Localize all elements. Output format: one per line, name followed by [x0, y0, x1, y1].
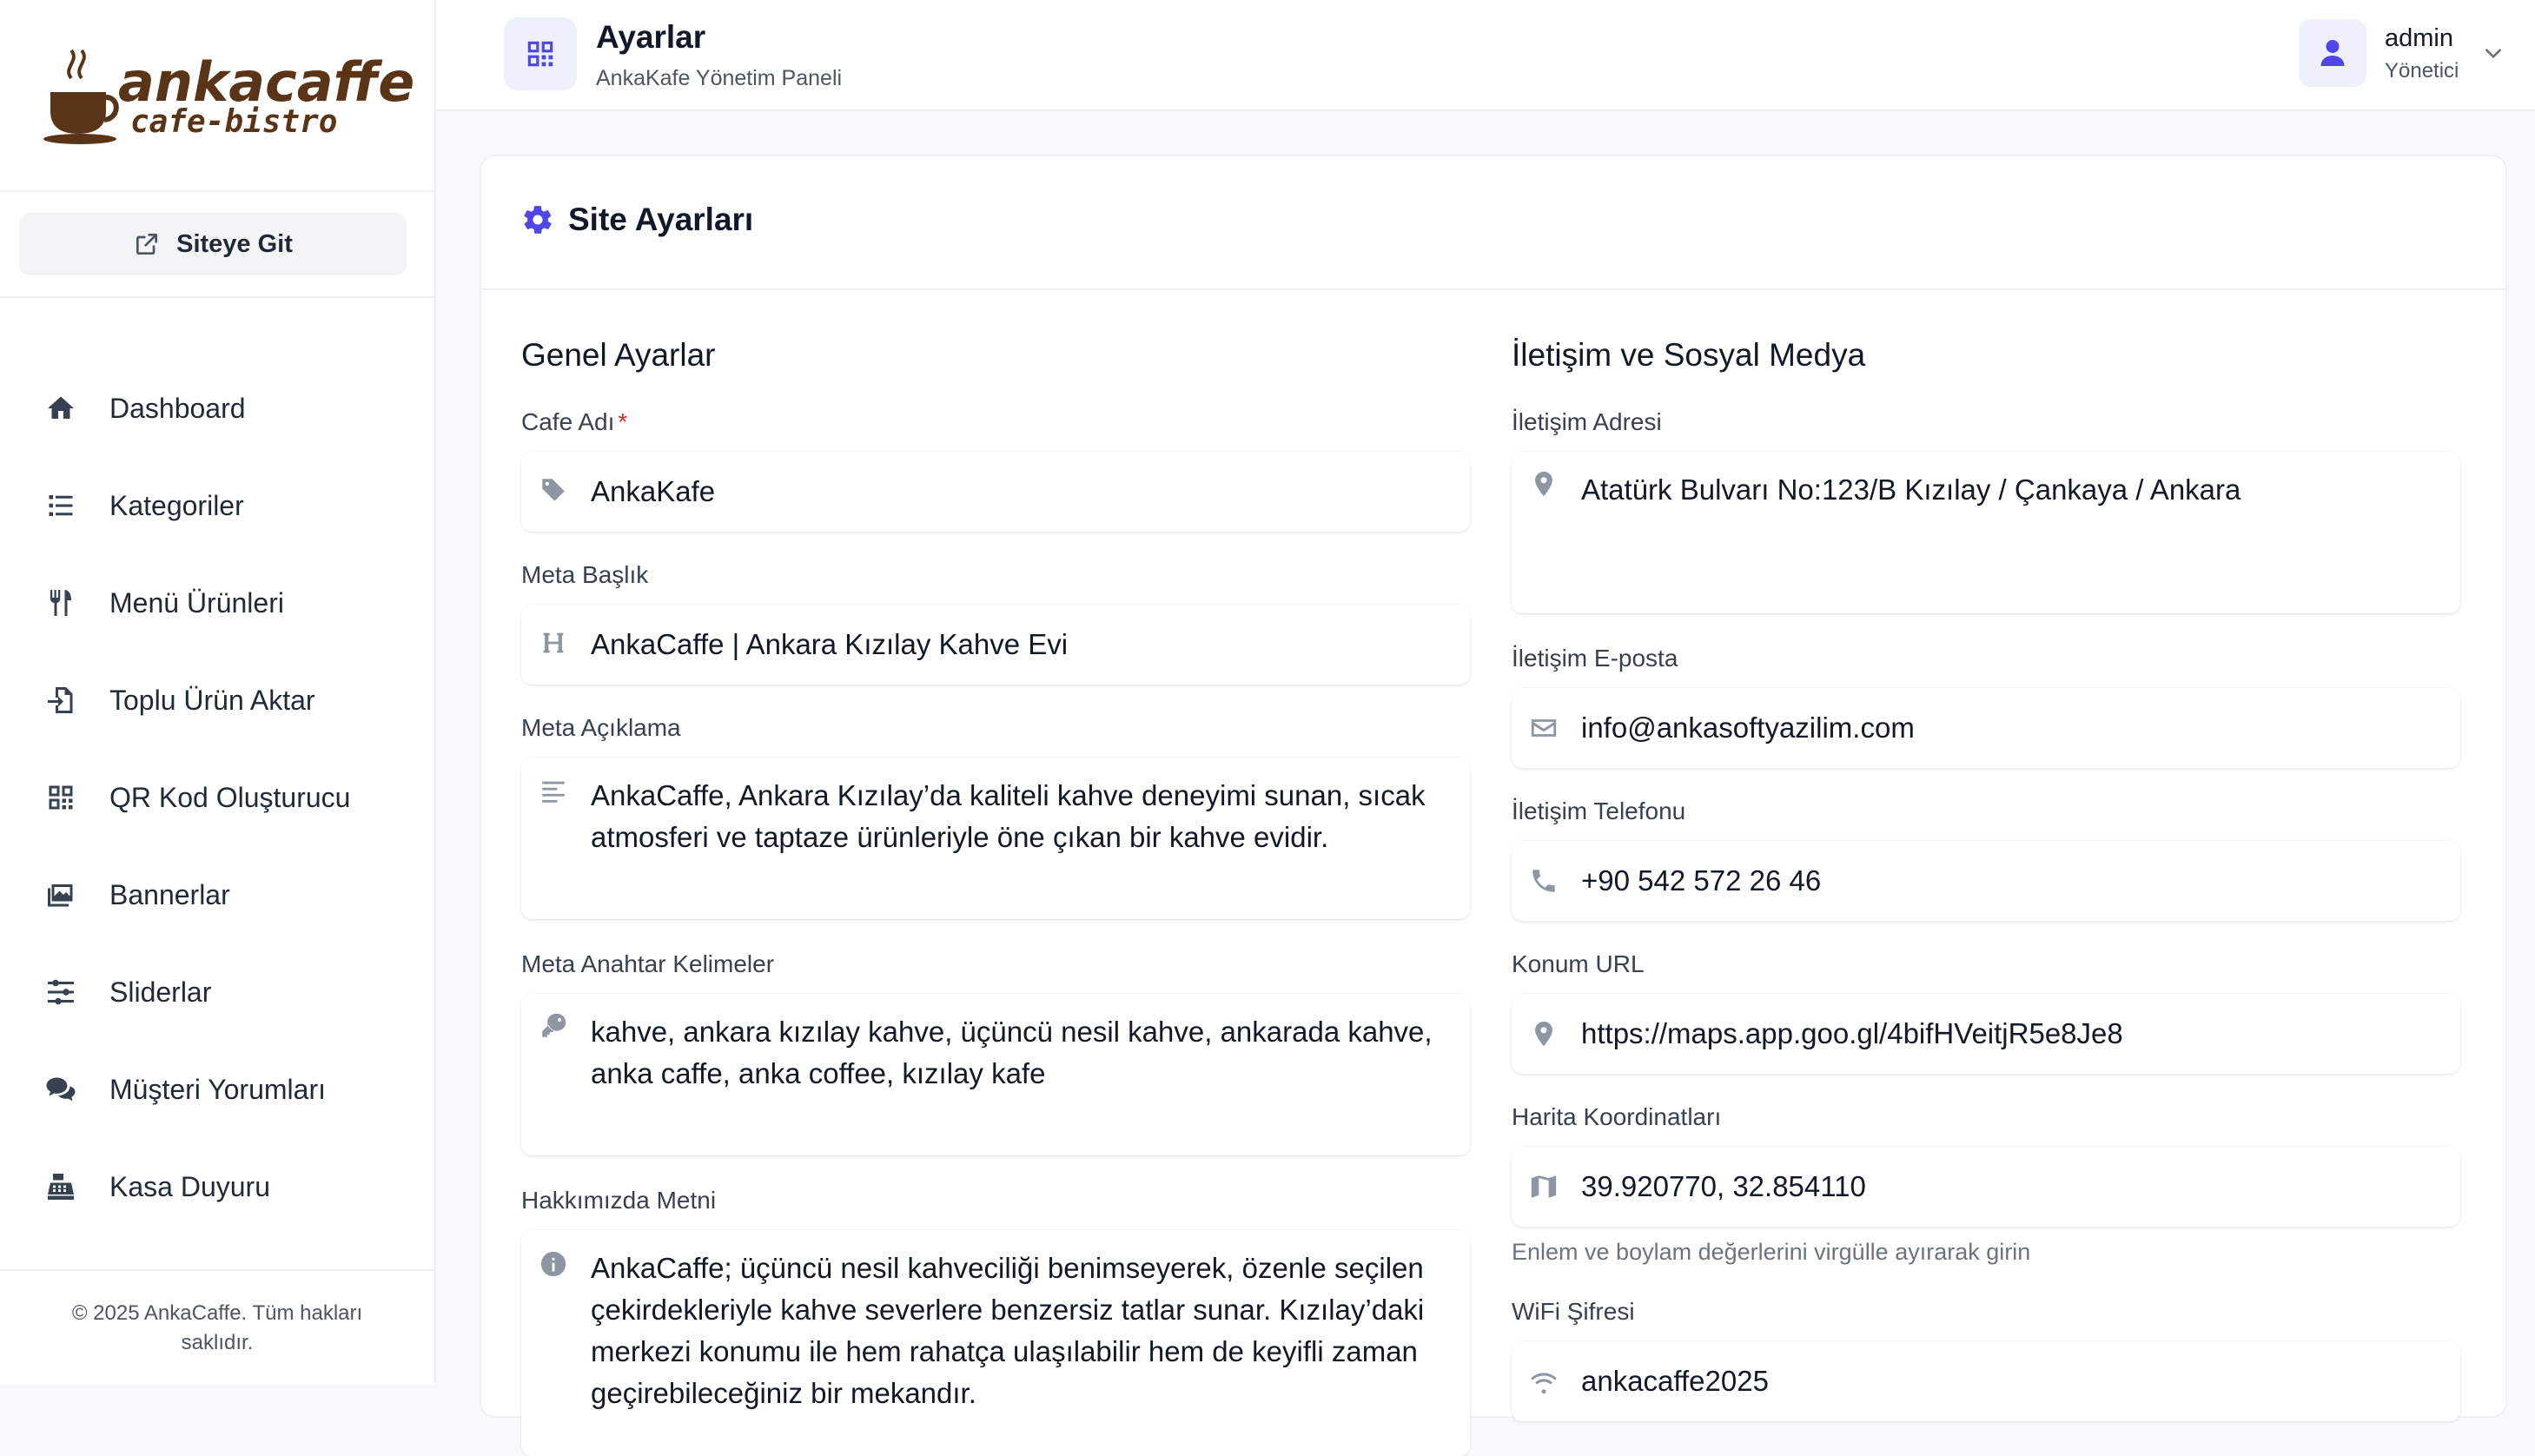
qrcode-icon [43, 780, 78, 815]
meta-description-value: AnkaCaffe, Ankara Kızılay’da kaliteli kahve deneyimi sunan, sıcak atmosferi ve taptaze ürünleriyle öne çıkan bir kahve evidir. [591, 779, 1426, 853]
svg-text:cafe-bistro: cafe-bistro [130, 104, 338, 140]
meta-title-value: AnkaCaffe | Ankara Kızılay Kahve Evi [591, 628, 1069, 660]
coordinates-value: 39.920770, 32.854110 [1581, 1170, 1866, 1202]
sidebar-item-qr-generator[interactable] [43, 771, 417, 824]
user-icon [2317, 37, 2348, 69]
wifi-password-value: ankacaffe2025 [1581, 1365, 1769, 1397]
sidebar-item-menu-products[interactable] [43, 577, 417, 629]
sidebar-item-label: Dashboard [109, 392, 246, 424]
top-bar [436, 0, 2535, 111]
chevron-down-icon[interactable] [2482, 42, 2505, 64]
external-link-icon [133, 230, 161, 258]
about-text-value: AnkaCaffe; üçüncü nesil kahveciliği benimseyerek, özenle seçilen çekirdekleriyle kahve severlere benzersiz tatlar sunar. Kızılay’daki merkezi konumu ile hem rahatça ulaşılabilir hem de keyifli zaman geçirebileceğiniz bir mekandır. [591, 1252, 1425, 1409]
card-header [481, 156, 2505, 290]
sidebar-item-dashboard[interactable] [43, 382, 417, 434]
gear-icon [521, 203, 554, 236]
address-textarea[interactable] [1512, 452, 2460, 613]
sidebar-item-label: Kategoriler [109, 489, 244, 521]
card-title: Site Ayarları [568, 202, 754, 237]
about-text-label: Hakkımızda Metni [521, 1187, 717, 1214]
page-subtitle: AnkaKafe Yönetim Paneli [596, 66, 843, 90]
copyright-text: © 2025 AnkaCaffe. Tüm hakları saklıdır. [71, 1300, 363, 1354]
wifi-password-label: WiFi Şifresi [1512, 1298, 1635, 1325]
sidebar-item-bulk-import[interactable] [43, 674, 417, 726]
sidebar-item-label: Bannerlar [109, 878, 230, 910]
wifi-icon [1529, 1367, 1559, 1396]
qrcode-icon [524, 37, 557, 70]
phone-label: İletişim Telefonu [1512, 797, 1686, 824]
cafe-name-input[interactable] [521, 452, 1470, 532]
location-url-field[interactable] [1512, 994, 2460, 1074]
meta-description-label: Meta Açıklama [521, 714, 681, 741]
page-title: Ayarlar [596, 19, 706, 55]
divider [0, 296, 434, 298]
settings-card [480, 155, 2507, 1418]
sidebar-footer [0, 1269, 434, 1385]
go-to-site-label: Siteye Git [176, 229, 293, 258]
avatar[interactable] [2299, 19, 2366, 87]
sidebar-item-categories[interactable] [43, 480, 417, 532]
meta-keywords-textarea[interactable] [521, 994, 1470, 1155]
location-url-value: https://maps.app.goo.gl/4bifHVeitjR5e8Je8 [1581, 1017, 2123, 1049]
about-text-textarea[interactable] [521, 1230, 1470, 1456]
address-label: İletişim Adresi [1512, 408, 1662, 435]
sidebar-nav [0, 334, 434, 1272]
wifi-password-field[interactable] [1512, 1341, 2460, 1421]
comments-icon [43, 1072, 78, 1107]
sidebar-item-sliders[interactable] [43, 966, 417, 1018]
tag-icon [539, 475, 568, 505]
list-icon [43, 488, 78, 523]
home-icon [43, 391, 78, 426]
coordinates-label: Harita Koordinatları [1512, 1103, 1722, 1130]
coordinates-help-text: Enlem ve boylam değerlerini virgülle ayırarak girin [1512, 1239, 2031, 1265]
sidebar-item-label: Toplu Ürün Aktar [109, 684, 315, 716]
email-field[interactable] [1512, 688, 2460, 768]
heading-icon [539, 628, 568, 658]
coordinates-field[interactable] [1512, 1147, 2460, 1227]
required-marker: * [618, 408, 628, 435]
general-settings-title: Genel Ayarlar [521, 337, 716, 373]
phone-field[interactable] [1512, 841, 2460, 921]
utensils-icon [43, 586, 78, 620]
sidebar-item-label: QR Kod Oluşturucu [109, 781, 351, 813]
meta-title-label: Meta Başlık [521, 561, 649, 588]
go-to-site-button[interactable] [19, 213, 407, 275]
envelope-icon [1529, 713, 1559, 743]
sidebar [0, 0, 436, 1383]
map-pin-icon [1529, 469, 1559, 499]
sidebar-item-cash-announcement[interactable] [43, 1161, 417, 1213]
meta-keywords-value: kahve, ankara kızılay kahve, üçüncü nesil kahve, ankarada kahve, anka caffe, anka coffee, kızılay kafe [591, 1016, 1433, 1089]
map-pin-icon [1529, 1019, 1559, 1049]
user-role: Yönetici [2385, 59, 2459, 83]
coffee-cup-icon [43, 38, 415, 151]
sidebar-item-label: Müşteri Yorumları [109, 1073, 326, 1105]
phone-value: +90 542 572 26 46 [1581, 864, 1822, 897]
contact-section-title: İletişim ve Sosyal Medya [1512, 337, 1866, 373]
images-icon [43, 877, 78, 912]
brand-logo[interactable] [43, 38, 415, 151]
map-icon [1529, 1172, 1559, 1201]
user-name[interactable]: admin [2385, 24, 2453, 52]
cash-register-icon [43, 1169, 78, 1204]
align-left-icon [539, 777, 568, 806]
svg-text:ankacaffe: ankacaffe [118, 50, 415, 114]
sidebar-item-banners[interactable] [43, 869, 417, 921]
key-icon [539, 1011, 568, 1041]
sidebar-item-label: Sliderlar [109, 976, 212, 1008]
sidebar-item-reviews[interactable] [43, 1063, 417, 1115]
sidebar-item-label: Menü Ürünleri [109, 586, 284, 619]
location-url-label: Konum URL [1512, 950, 1645, 977]
divider [0, 190, 434, 192]
meta-title-input[interactable] [521, 605, 1470, 685]
cafe-name-value: AnkaKafe [591, 475, 716, 507]
file-import-icon [43, 683, 78, 718]
info-circle-icon [539, 1249, 568, 1279]
cafe-name-label: Cafe Adı * [521, 408, 628, 435]
phone-icon [1529, 866, 1559, 896]
email-value: info@ankasoftyazilim.com [1581, 711, 1915, 744]
sliders-icon [43, 975, 78, 1009]
meta-keywords-label: Meta Anahtar Kelimeler [521, 950, 775, 977]
sidebar-item-label: Kasa Duyuru [109, 1170, 270, 1202]
page-icon [504, 17, 577, 90]
meta-description-textarea[interactable] [521, 758, 1470, 919]
address-value: Atatürk Bulvarı No:123/B Kızılay / Çankaya / Ankara [1581, 473, 2241, 506]
email-label: İletişim E-posta [1512, 645, 1678, 672]
